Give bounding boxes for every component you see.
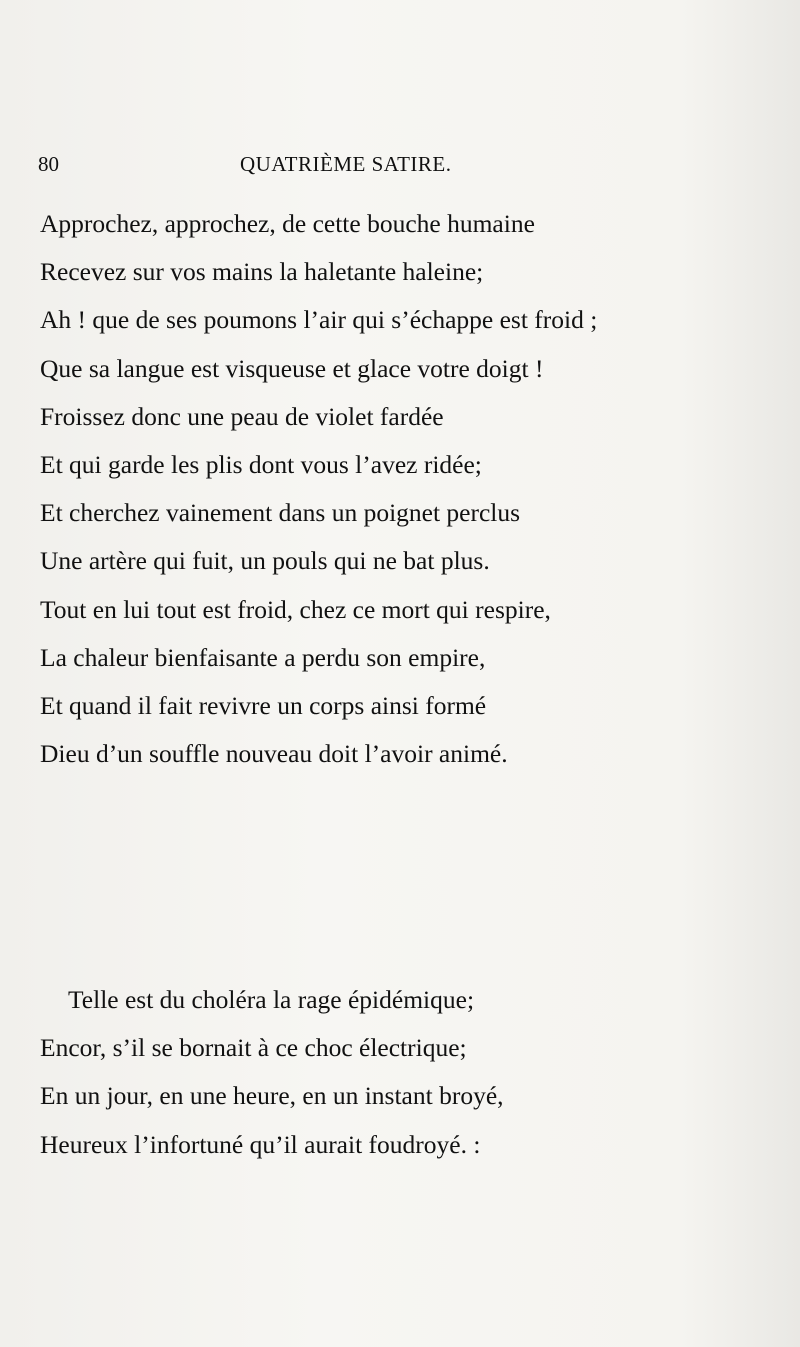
stanza-1 bbox=[40, 208, 740, 786]
page-number: 80 bbox=[38, 152, 59, 176]
verse-line: Une artère qui fuit, un pouls qui ne bat plus. bbox=[40, 546, 490, 576]
verse-line: Approchez, approchez, de cette bouche humaine bbox=[40, 209, 535, 238]
verse-line: Telle est du choléra la rage épidémique; bbox=[68, 985, 475, 1014]
verse-line: Et qui garde les plis dont vous l’avez ridée; bbox=[40, 449, 482, 479]
verse-line: Tout en lui tout est froid, chez ce mort qui respire, bbox=[40, 594, 551, 624]
verse-line: Froissez donc une peau de violet fardée bbox=[40, 401, 444, 431]
page-header bbox=[38, 152, 738, 182]
verse-line: La chaleur bienfaisante a perdu son empire, bbox=[40, 642, 486, 672]
verse-line: Dieu d’un souffle nouveau doit l’avoir animé. bbox=[40, 739, 508, 769]
stanza-2 bbox=[40, 984, 740, 1177]
verse-line: Et cherchez vainement dans un poignet perclus bbox=[40, 498, 521, 528]
verse-line: Recevez sur vos mains la haletante haleine; bbox=[40, 257, 484, 287]
verse-line: Que sa langue est visqueuse et glace votre doigt ! bbox=[40, 353, 544, 383]
running-title: QUATRIÈME SATIRE. bbox=[240, 152, 452, 176]
verse-line: Ah ! que de ses poumons l’air qui s’échappe est froid ; bbox=[40, 305, 598, 335]
verse-line: En un jour, en une heure, en un instant broyé, bbox=[40, 1081, 504, 1111]
verse-line: Et quand il fait revivre un corps ainsi formé bbox=[40, 690, 487, 720]
verse-line: Heureux l’infortuné qu’il aurait foudroyé. : bbox=[40, 1129, 481, 1159]
verse-line: Encor, s’il se bornait à ce choc électrique; bbox=[40, 1033, 467, 1063]
